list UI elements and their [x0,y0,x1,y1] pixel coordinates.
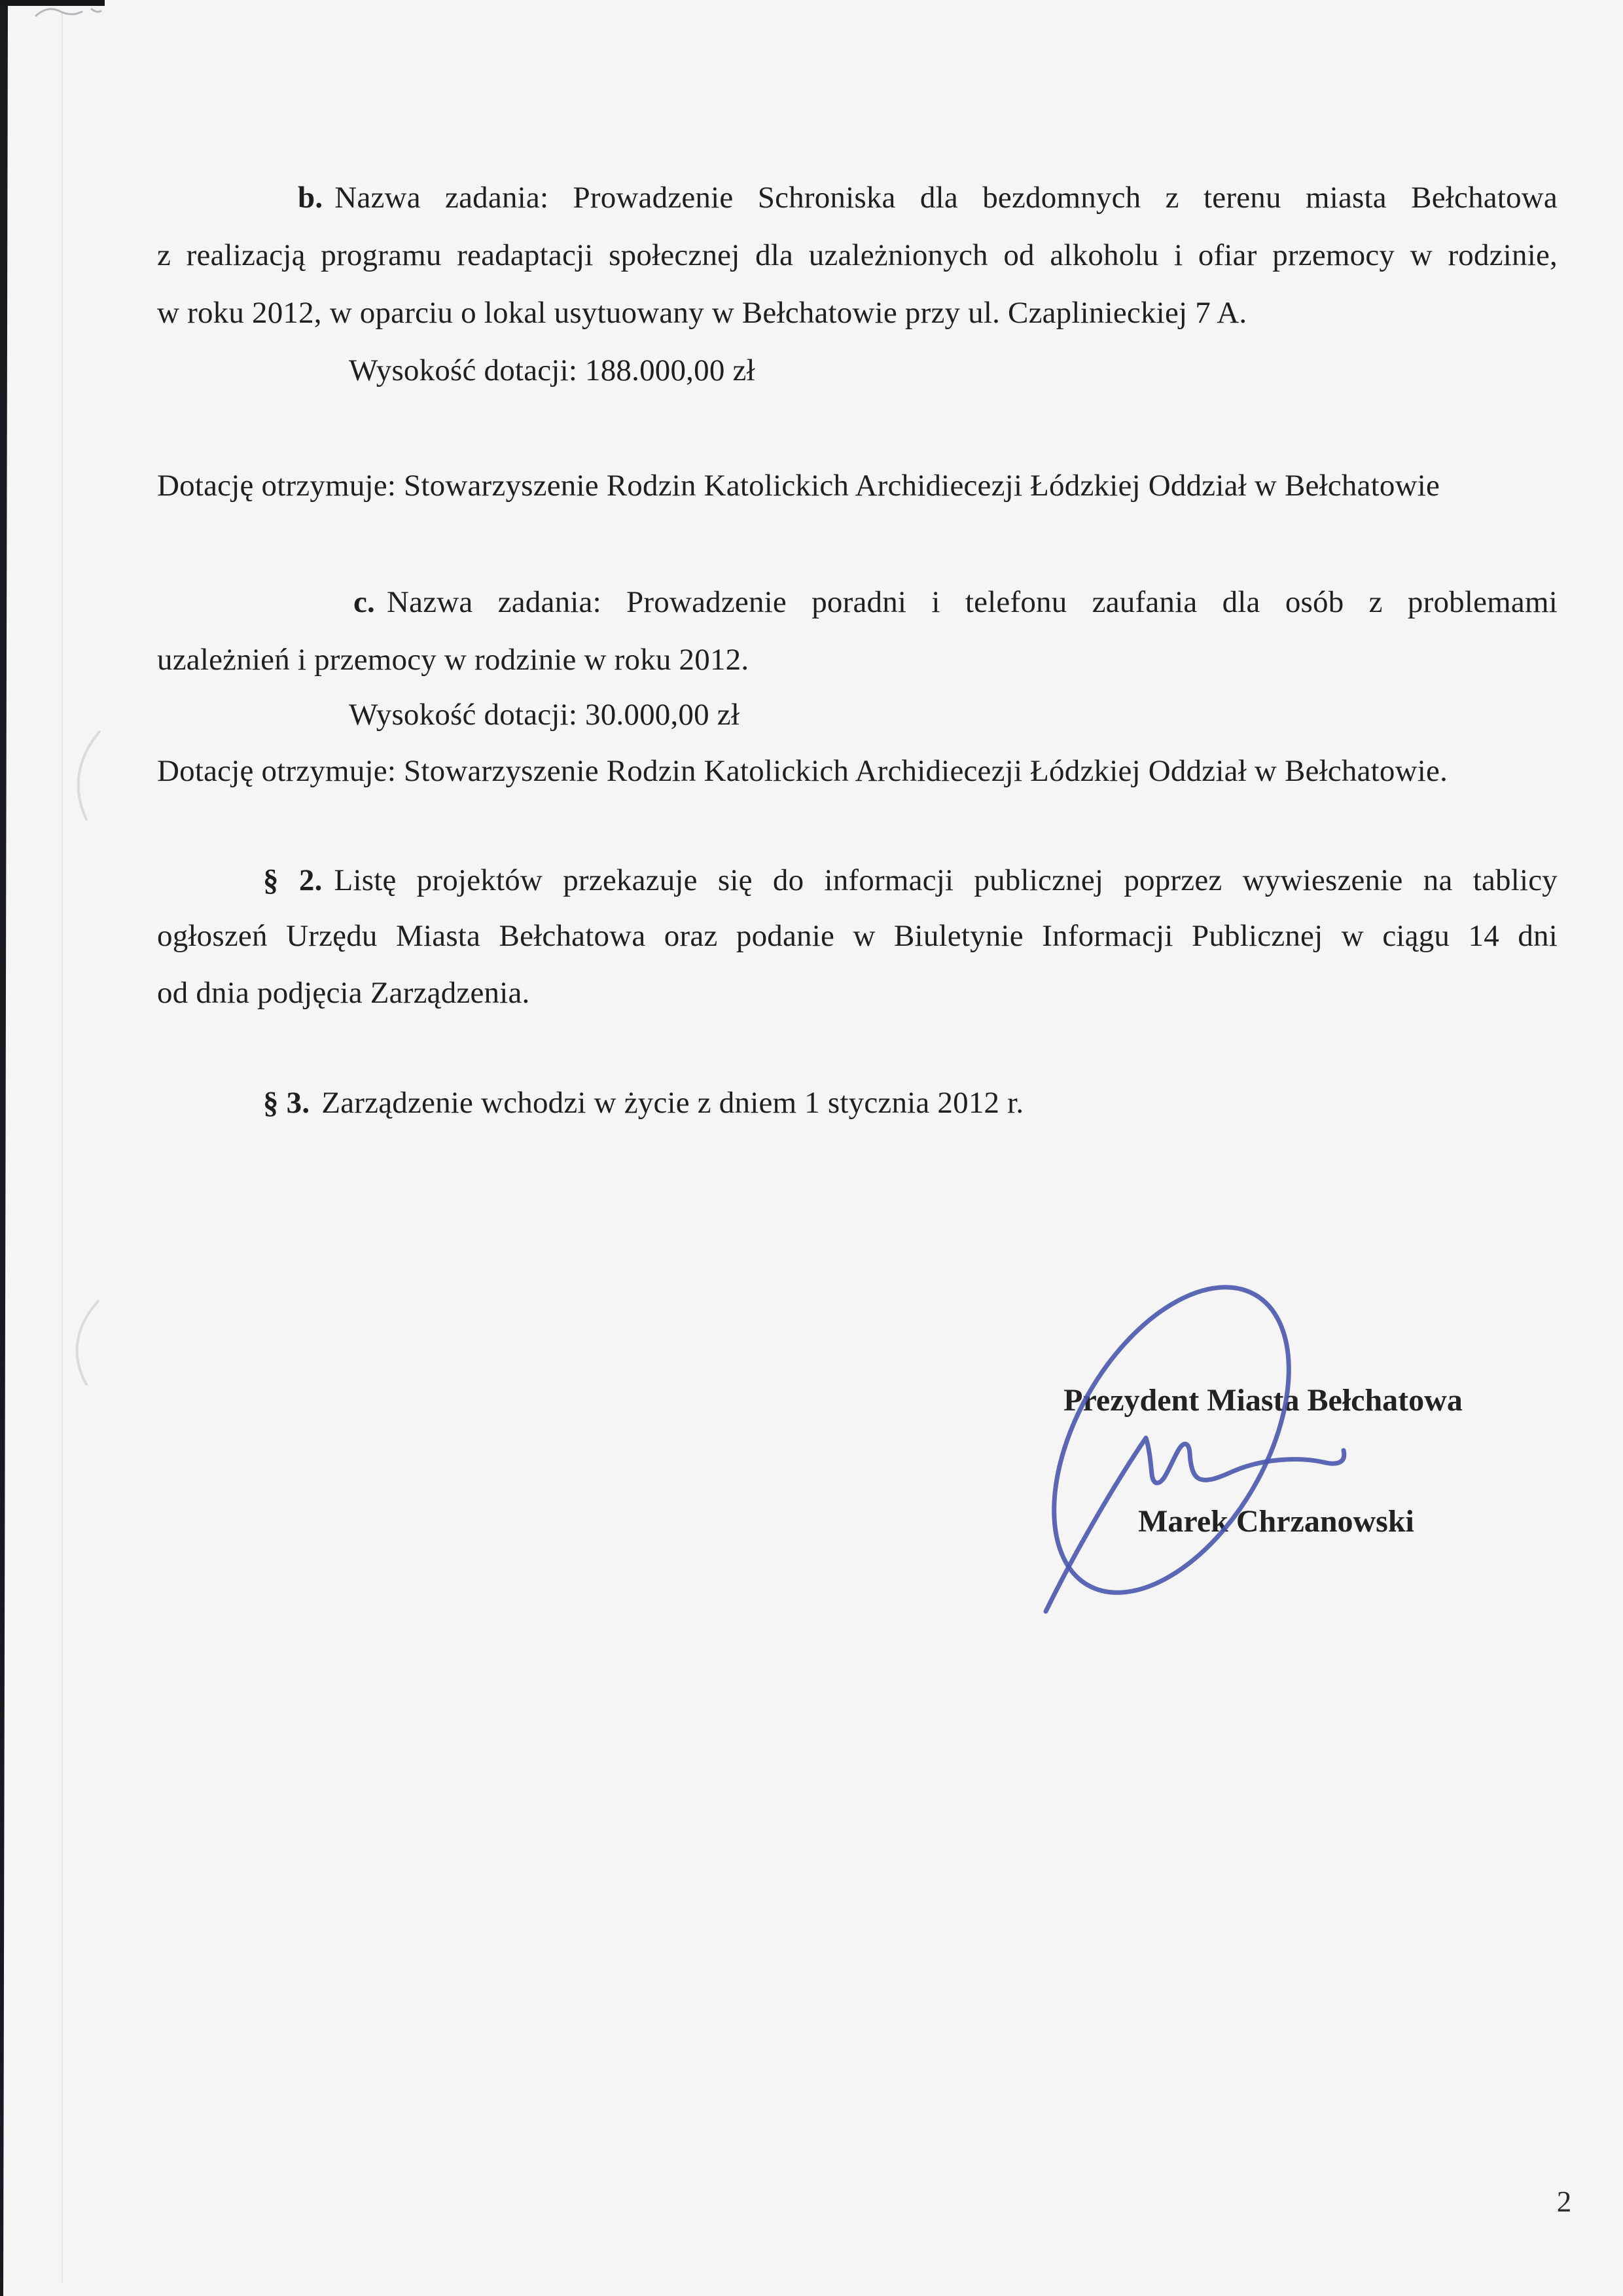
signature-ink-loop [1005,1247,1337,1632]
paper-fold-line [62,12,63,2283]
section-3-text: Zarządzenie wchodzi w życie z dniem 1 stycznia 2012 r. [321,1086,1024,1120]
paragraph-b-marker: b. [298,181,323,215]
paragraph-c-line1-text: Nazwa zadania: Prowadzenie poradni i telefonu zaufania dla osób z problemami [387,585,1558,619]
paragraph-b-line1 [157,179,1558,217]
signature-name: Marek Chrzanowski [1138,1504,1414,1539]
paragraph-c-marker: c. [353,585,376,619]
section-3-marker: § 3. [263,1086,310,1120]
paragraph-c-grant-recipient: Dotację otrzymuje: Stowarzyszenie Rodzin Katolickich Archidiecezji Łódzkiej Oddział w Bełchatowie. [157,754,1448,788]
section-2-line2: ogłoszeń Urzędu Miasta Bełchatowa oraz podanie w Biuletynie Informacji Publicznej w ciągu 14 dni [157,919,1558,953]
pencil-mark [36,9,101,16]
paragraph-b-grant-amount: Wysokość dotacji: 188.000,00 zł [349,353,755,387]
page-number: 2 [1556,2185,1572,2218]
paragraph-b-line2: z realizacją programu readaptacji społecznej dla uzależnionych od alkoholu i ofiar przemocy w rodzinie, [157,238,1558,272]
section-2-marker: § 2. [263,863,323,897]
paragraph-c-line2: uzależnień i przemocy w rodzinie w roku 2012. [157,643,749,677]
paper-curl-mark-1 [79,732,99,819]
paragraph-b-line1-text: Nazwa zadania: Prowadzenie Schroniska dla bezdomnych z terenu miasta Bełchatowa [334,181,1558,215]
section-2-line1-text: Listę projektów przekazuje się do informacji publicznej poprzez wywieszenie na tablicy [334,863,1558,897]
section-2-line1 [157,861,1558,899]
signature-title: Prezydent Miasta Bełchatowa [1063,1383,1463,1418]
section-2-line3: od dnia podjęcia Zarządzenia. [157,976,530,1010]
scanner-edge-top [0,0,105,6]
paragraph-b-line3: w roku 2012, w oparciu o lokal usytuowany w Bełchatowie przy ul. Czaplinieckiej 7 A. [157,296,1247,330]
paragraph-c-line1 [157,583,1558,621]
paper-curl-mark-2 [77,1301,98,1384]
paragraph-c-grant-amount: Wysokość dotacji: 30.000,00 zł [349,698,740,732]
section-3-line [157,1084,1558,1122]
paragraph-b-grant-recipient: Dotację otrzymuje: Stowarzyszenie Rodzin Katolickich Archidiecezji Łódzkiej Oddział w Bełchatowie [157,469,1440,503]
scanner-edge-left [0,0,8,2296]
